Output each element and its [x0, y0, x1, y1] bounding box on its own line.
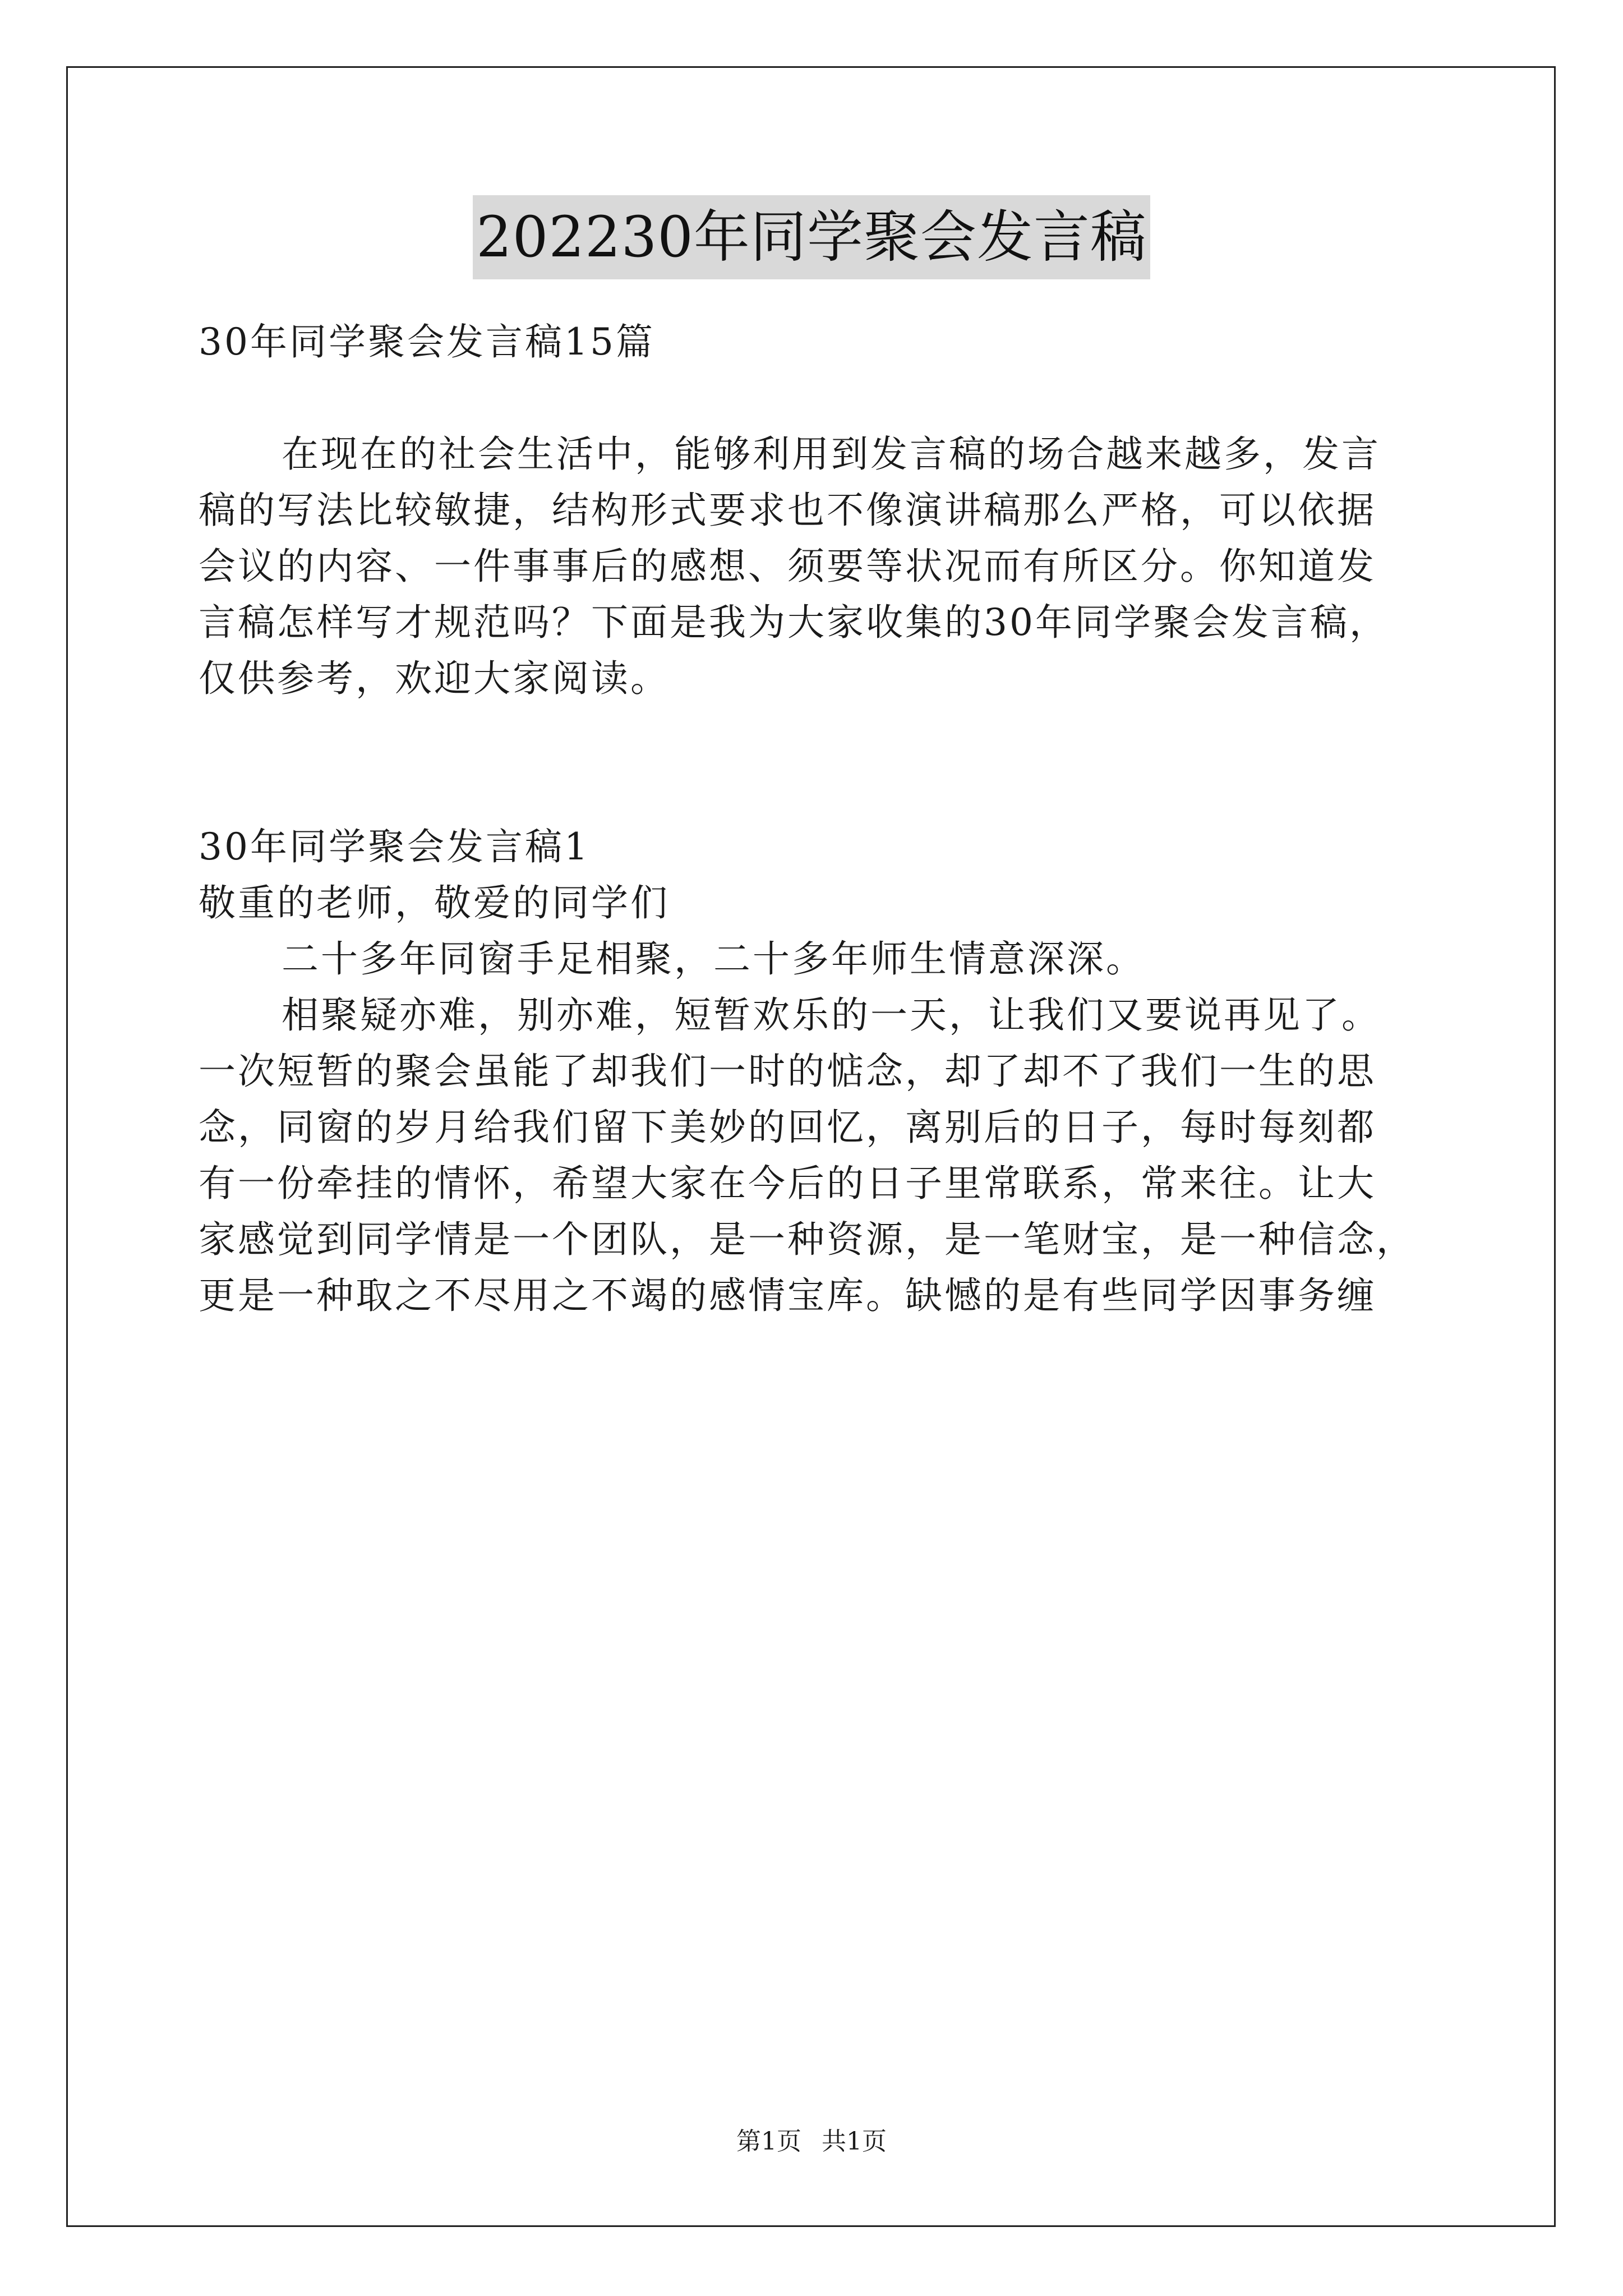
- blank-line: [199, 707, 1466, 763]
- blank-line: [199, 763, 1466, 819]
- page-number-current: 第1页: [736, 2127, 801, 2156]
- blank-line: [199, 370, 1466, 426]
- section-heading[interactable]: 30年同学聚会发言稿1: [199, 825, 590, 868]
- intro-line-3[interactable]: 会议的内容、一件事事后的感想、须要等状况而有所区分。你知道发: [199, 545, 1376, 588]
- paragraph-2-line-5[interactable]: 家感觉到同学情是一个团队，是一种资源，是一笔财宝，是一种信念，: [199, 1218, 1415, 1261]
- intro-line-1[interactable]: 在现在的社会生活中，能够利用到发言稿的场合越来越多，发言: [282, 432, 1381, 476]
- intro-line-2[interactable]: 稿的写法比较敏捷，结构形式要求也不像演讲稿那么严格，可以依据: [199, 489, 1376, 532]
- intro-line-4[interactable]: 言稿怎样写才规范吗？下面是我为大家收集的30年同学聚会发言稿，: [199, 601, 1389, 644]
- page-number-total: 共1页: [822, 2127, 887, 2156]
- page-footer: [0, 2125, 1623, 2159]
- document-subtitle[interactable]: 30年同学聚会发言稿15篇: [199, 320, 655, 364]
- paragraph-2-line-2[interactable]: 一次短暂的聚会虽能了却我们一时的惦念，却了却不了我们一生的思: [199, 1050, 1376, 1093]
- intro-line-5[interactable]: 仅供参考，欢迎大家阅读。: [199, 657, 670, 700]
- paragraph-2-line-6[interactable]: 更是一种取之不尽用之不竭的感情宝库。缺憾的是有些同学因事务缠: [199, 1274, 1376, 1317]
- paragraph-2-line-1[interactable]: 相聚疑亦难，别亦难，短暂欢乐的一天，让我们又要说再见了。: [282, 993, 1381, 1037]
- paragraph-2-line-4[interactable]: 有一份牵挂的情怀，希望大家在今后的日子里常联系，常来往。让大: [199, 1162, 1376, 1205]
- document-body: [199, 314, 1466, 1324]
- document-title[interactable]: 202230年同学聚会发言稿: [473, 195, 1150, 279]
- greeting[interactable]: 敬重的老师，敬爱的同学们: [199, 881, 670, 924]
- paragraph-1[interactable]: 二十多年同窗手足相聚，二十多年师生情意深深。: [282, 937, 1145, 981]
- paragraph-2-line-3[interactable]: 念，同窗的岁月给我们留下美妙的回忆，离别后的日子，每时每刻都: [199, 1106, 1376, 1149]
- title-container: [0, 195, 1623, 279]
